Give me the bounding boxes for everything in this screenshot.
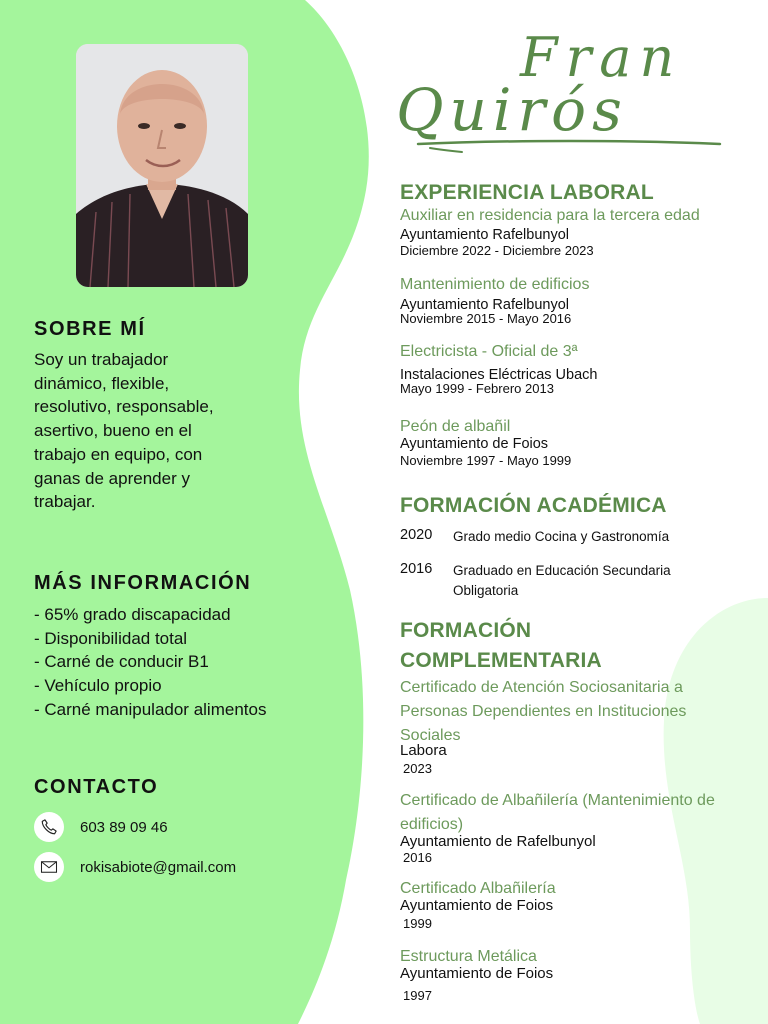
- complementary-title-line: COMPLEMENTARIA: [400, 649, 602, 672]
- about-line: resolutivo, responsable,: [34, 397, 214, 417]
- certificate-year: 2016: [403, 850, 432, 865]
- education-title: FORMACIÓN ACADÉMICA: [400, 494, 667, 517]
- more-info-item: - Carné de conducir B1: [34, 652, 209, 672]
- first-name: Fran: [520, 26, 683, 89]
- complementary-title: [400, 616, 602, 676]
- about-line: asertivo, bueno en el: [34, 421, 192, 441]
- more-info-list: [34, 603, 266, 722]
- about-line: trabajar.: [34, 492, 96, 512]
- about-title: SOBRE MÍ: [34, 318, 146, 340]
- job-entry: [400, 343, 760, 396]
- certificate-org: Ayuntamiento de Foios: [400, 965, 554, 982]
- job-dates: Noviembre 2015 - Mayo 2016: [400, 311, 572, 326]
- job-title: Auxiliar en residencia para la tercera edad: [400, 207, 700, 224]
- certificate-title: Certificado de Albañilería (Mantenimiento de edificios): [400, 792, 715, 833]
- certificate-year: 2023: [403, 761, 432, 776]
- job-title: Mantenimiento de edificios: [400, 276, 590, 293]
- certificate-entry: [400, 789, 760, 865]
- job-entry: [400, 276, 760, 326]
- envelope-icon: [34, 852, 64, 882]
- contact-phone-row[interactable]: [34, 812, 168, 842]
- job-dates: Diciembre 2022 - Diciembre 2023: [400, 243, 594, 258]
- certificate-entry: [400, 676, 730, 776]
- name-underline-flourish: [430, 148, 462, 152]
- job-company: Ayuntamiento Rafelbunyol: [400, 227, 570, 243]
- certificate-year: 1997: [403, 988, 432, 1003]
- education-entry: [400, 527, 730, 551]
- contact-title: CONTACTO: [34, 776, 159, 798]
- certificate-org: Ayuntamiento de Rafelbunyol: [400, 833, 596, 850]
- education-text: Grado medio Cocina y Gastronomía: [453, 529, 670, 544]
- education-year: 2020: [400, 527, 433, 543]
- job-dates: Mayo 1999 - Febrero 2013: [400, 381, 554, 396]
- certificate-org: Labora: [400, 742, 447, 759]
- certificate-entry: [400, 877, 760, 931]
- certificate-year: 1999: [403, 916, 432, 931]
- about-line: trabajo en equipo, con: [34, 444, 203, 464]
- about-line: ganas de aprender y: [34, 468, 190, 488]
- more-info-item: - 65% grado discapacidad: [34, 605, 231, 624]
- more-info-title: MÁS INFORMACIÓN: [34, 572, 252, 594]
- email-address[interactable]: rokisabiote@gmail.com: [80, 858, 237, 876]
- job-company: Ayuntamiento de Foios: [400, 436, 549, 452]
- job-title: Peón de albañil: [400, 418, 511, 435]
- job-company: Ayuntamiento Rafelbunyol: [400, 297, 570, 313]
- certificate-title: Estructura Metálica: [400, 948, 537, 965]
- job-entry: [400, 418, 760, 468]
- more-info-item: - Vehículo propio: [34, 676, 162, 696]
- certificate-title: Certificado Albañilería: [400, 880, 556, 897]
- experience-title: EXPERIENCIA LABORAL: [400, 181, 654, 204]
- about-line: Soy un trabajador: [34, 350, 169, 369]
- job-company: Instalaciones Eléctricas Ubach: [400, 367, 598, 383]
- about-text: [34, 348, 214, 514]
- job-title: Electricista - Oficial de 3ª: [400, 343, 578, 360]
- education-text-line: Obligatoria: [453, 583, 519, 598]
- last-name: Quirós: [396, 76, 628, 144]
- name-script: [390, 14, 730, 159]
- about-line: dinámico, flexible,: [34, 373, 170, 393]
- complementary-title-line: FORMACIÓN: [400, 619, 532, 642]
- phone-number[interactable]: 603 89 09 46: [80, 818, 168, 836]
- education-year: 2016: [400, 561, 433, 577]
- certificate-org: Ayuntamiento de Foios: [400, 897, 554, 914]
- more-info-item: - Carné manipulador alimentos: [34, 699, 267, 719]
- job-dates: Noviembre 1997 - Mayo 1999: [400, 453, 572, 468]
- phone-icon: [34, 812, 64, 842]
- more-info-item: - Disponibilidad total: [34, 628, 188, 648]
- contact-email-row[interactable]: [34, 852, 236, 882]
- education-text: [453, 561, 713, 601]
- certificate-title: Certificado de Atención Sociosanitaria a Personas Dependientes en Instituciones Sociales: [400, 679, 687, 744]
- certificate-entry: [400, 945, 760, 1003]
- job-entry: [400, 207, 760, 258]
- education-text-line: Graduado en Educación Secundaria: [453, 563, 671, 578]
- profile-photo: [76, 44, 248, 287]
- education-entry: [400, 561, 730, 605]
